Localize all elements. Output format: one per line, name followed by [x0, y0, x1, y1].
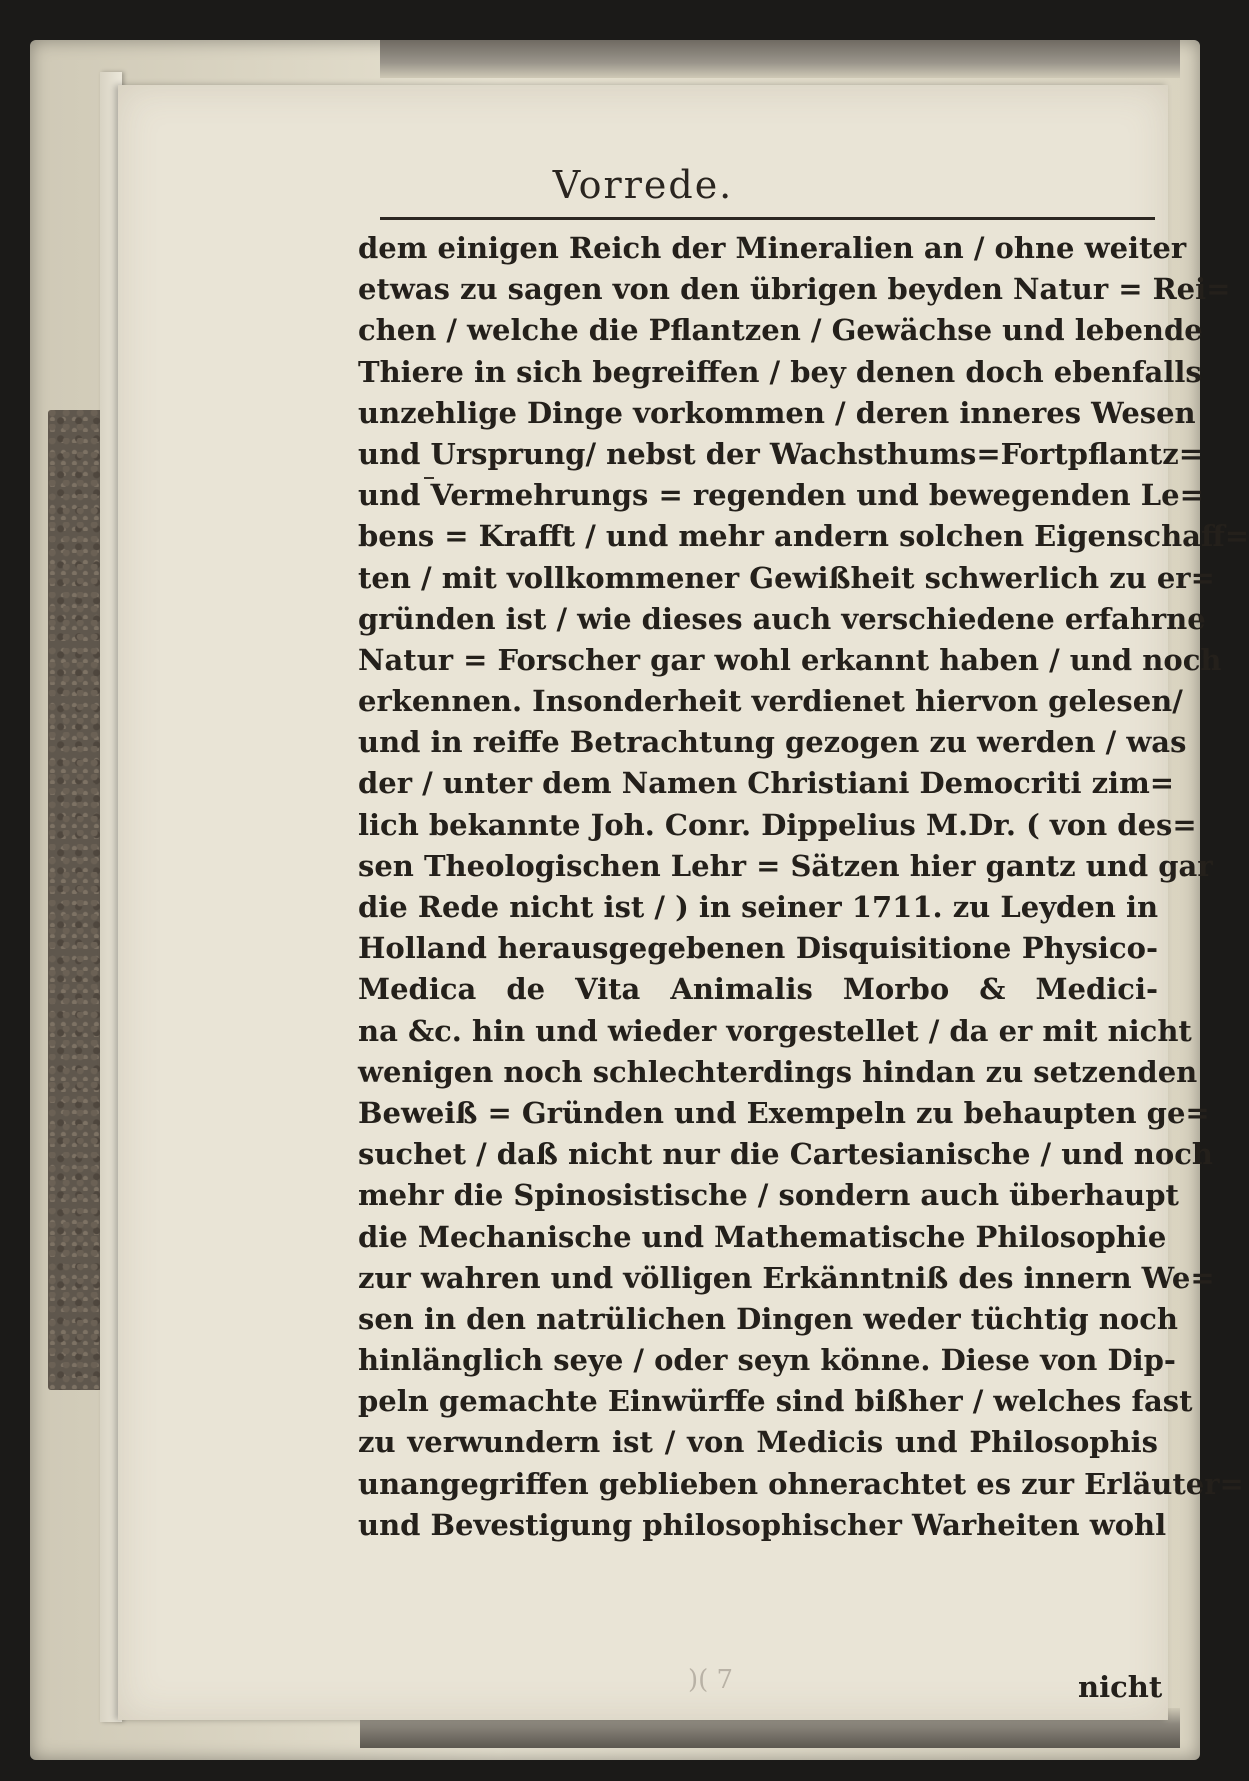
marbled-endpaper — [48, 410, 106, 1390]
text-line: sen Theologischen Lehr = Sätzen hier gantz und gar — [358, 848, 1213, 883]
text-line: chen / welche die Pflantzen / Gewächse und lebende — [358, 313, 1203, 348]
printed-page — [118, 85, 1249, 1720]
text-line: Holland herausgegebenen Disquisitione Physico- — [358, 931, 1158, 966]
text-line: Beweiß = Gründen und Exempeln zu behaupten ge= — [358, 1095, 1210, 1130]
text-line: erkennen. Insonderheit verdienet hiervon gelesen/ — [358, 684, 1183, 719]
text-line: und Bevestigung philosophischer Warheiten wohl — [358, 1507, 1167, 1542]
text-line: sen in den natrülichen Dingen weder tüchtig noch — [358, 1301, 1178, 1336]
text-line: unangegriffen geblieben ohnerachtet es zur Erläuter= — [358, 1466, 1244, 1501]
text-line: zu verwundern ist / von Medicis und Philosophis — [358, 1425, 1158, 1460]
text-line: mehr die Spinosistische / sondern auch überhaupt — [358, 1178, 1179, 1213]
text-line: lich bekannte Joh. Conr. Dippelius M.Dr. ( von des= — [358, 807, 1197, 842]
running-head: Vorrede. — [552, 163, 734, 207]
catchword: nicht — [1078, 1670, 1163, 1704]
text-line: zur wahren und völligen Erkänntniß des innern We= — [358, 1260, 1215, 1295]
text-line: Medica de Vita Animalis Morbo & Medici- — [358, 972, 1158, 1007]
text-line: hinlänglich seye / oder seyn könne. Diese von Dip- — [358, 1343, 1176, 1378]
text-line: und in reiffe Betrachtung gezogen zu werden / was — [358, 725, 1187, 760]
text-line: bens = Krafft / und mehr andern solchen Eigenschaff= — [358, 519, 1249, 554]
binding-edge-top — [380, 40, 1180, 78]
text-line: dem einigen Reich der Mineralien an / ohne weiter — [358, 231, 1187, 265]
signature-mark: )( 7 — [688, 1665, 734, 1695]
text-line: suchet / daß nicht nur die Cartesianische / und noch — [358, 1137, 1213, 1172]
text-line: die Rede nicht ist / ) in seiner 1711. zu Leyden in — [358, 890, 1159, 924]
body-text — [358, 228, 1249, 1546]
text-line: Thiere in sich begreiffen / bey denen doch ebenfalls — [358, 354, 1202, 389]
text-line: die Mechanische und Mathematische Philosophie — [358, 1219, 1167, 1254]
text-line: der / unter dem Namen Christiani Democriti zim= — [358, 766, 1175, 801]
text-line: peln gemachte Einwürffe sind bißher / welches fast — [358, 1384, 1193, 1419]
text-line: wenigen noch schlechterdings hindan zu setzenden — [358, 1054, 1198, 1089]
head-rule — [380, 217, 1155, 220]
text-line: unzehlige Dinge vorkommen / deren inneres Wesen — [358, 395, 1196, 430]
text-line: Natur = Forscher gar wohl erkannt haben / und noch — [358, 642, 1222, 677]
text-line: und Ursprung/ nebst der Wachsthums=Fortpflantz= — [358, 436, 1204, 471]
text-line: ten / mit vollkommener Gewißheit schwerlich zu er= — [358, 560, 1215, 595]
text-line: na &c. hin und wieder vorgestellet / da er mit nicht — [358, 1013, 1192, 1048]
text-line: und Vermehrungs = regenden und bewegenden Le= — [358, 478, 1204, 513]
text-line: etwas zu sagen von den übrigen beyden Natur = Rei= — [358, 272, 1231, 307]
text-line: gründen ist / wie dieses auch verschiedene erfahrne — [358, 601, 1206, 636]
